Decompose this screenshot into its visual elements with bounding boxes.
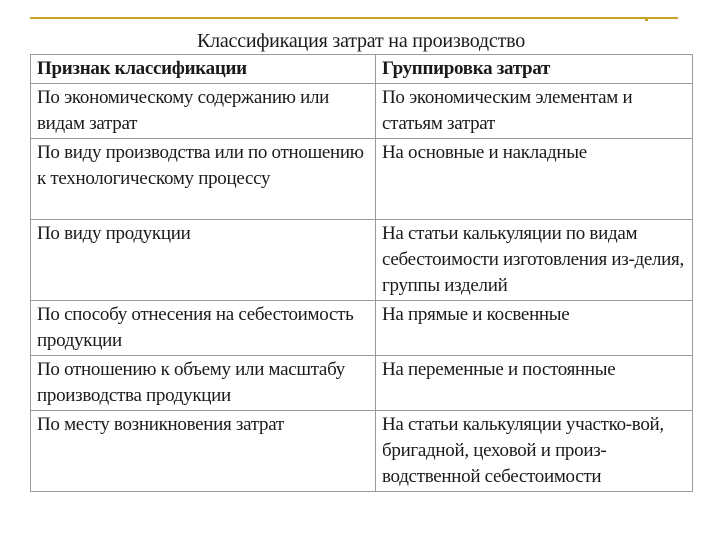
slide-title: Классификация затрат на производство: [196, 30, 526, 52]
table-row: [31, 84, 693, 139]
grouping-cell: На статьи калькуляции по видам себестоимости изготовления из-делия, группы изделий: [376, 220, 693, 301]
grouping-cell: На переменные и постоянные: [376, 356, 693, 411]
criterion-cell: По экономическому содержанию или видам затрат: [31, 84, 376, 139]
criterion-cell: По виду производства или по отношению к технологическому процессу: [31, 139, 376, 220]
criterion-cell: По виду продукции: [31, 220, 376, 301]
table-row: [31, 139, 693, 220]
table-row: [31, 220, 693, 301]
grouping-cell: На прямые и косвенные: [376, 301, 693, 356]
table-header-row: [31, 55, 693, 84]
table-row: [31, 411, 693, 492]
header-grouping: Группировка затрат: [376, 55, 693, 84]
top-accent-rule: [30, 17, 678, 19]
grouping-cell: По экономическим элементам и статьям затрат: [376, 84, 693, 139]
accent-dot: [645, 18, 648, 21]
header-criterion: Признак классификации: [31, 55, 376, 84]
table-row: [31, 356, 693, 411]
criterion-cell: По месту возникновения затрат: [31, 411, 376, 492]
grouping-cell: На основные и накладные: [376, 139, 693, 220]
criterion-cell: По отношению к объему или масштабу производства продукции: [31, 356, 376, 411]
table-row: [31, 301, 693, 356]
classification-table: [30, 54, 693, 492]
grouping-cell: На статьи калькуляции участко-вой, бригадной, цеховой и произ-водственной себестоимости: [376, 411, 693, 492]
criterion-cell: По способу отнесения на себестоимость продукции: [31, 301, 376, 356]
